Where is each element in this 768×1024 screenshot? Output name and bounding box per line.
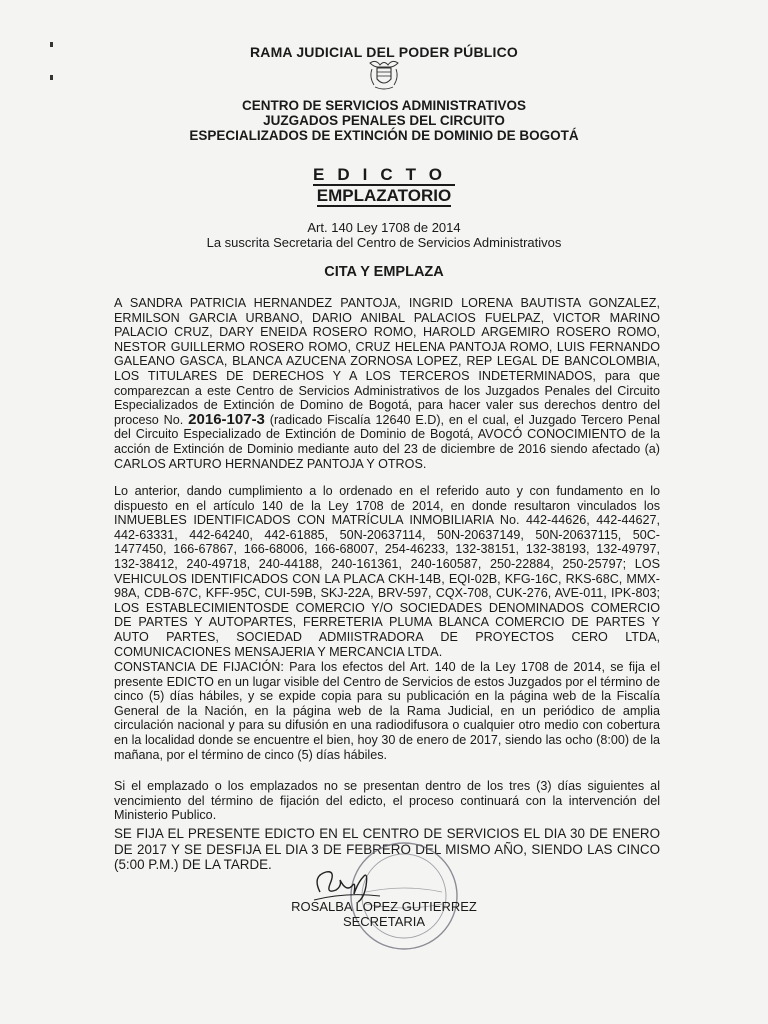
article-reference: Art. 140 Ley 1708 de 2014: [307, 220, 461, 235]
legal-reference: [0, 220, 768, 250]
edicto-label: EDICTO: [313, 165, 455, 184]
courts-name: JUZGADOS PENALES DEL CIRCUITO: [263, 113, 505, 128]
colombia-coat-of-arms-icon: [366, 57, 402, 91]
document-subtitle: [0, 186, 768, 206]
signer-name: ROSALBA LOPEZ GUTIERREZ: [291, 899, 477, 914]
jurisdiction-name: ESPECIALIZADOS DE EXTINCIÓN DE DOMINIO DE BOGOTÁ: [189, 128, 579, 143]
summons-parties: A SANDRA PATRICIA HERNANDEZ PANTOJA, INGRID LORENA BAUTISTA GONZALEZ, ERMILSON GARCIA URBANO, DARIO ANIBAL PALACIOS FUELPAZ, VICTOR MARINO PALACIO CRUZ, DARY ENEIDA ROSERO ROMO, HAROLD ARGEMIRO ROSERO ROMO, NESTOR GUILLERMO ROSERO ROMO, CRUZ HELENA PANTOJA ROMO, LUIS FERNANDO GALEANO GASCA, BLANCA AZUCENA ZORNOSA LOPEZ, REP LEGAL DE BANCOLOMBIA, LOS TITULARES DE DERECHOS Y A LOS TERCEROS INDETERMINADOS, para que comparezcan a este Centro de Servicios Administrativos de los Juzgados Penales del Circuito Especializados de Extinción de Domino de Bogotá, para hacer valer sus derechos dentro del proceso No.: [114, 296, 660, 427]
emplazatorio-label: EMPLAZATORIO: [316, 186, 452, 205]
non-appearance-paragraph: Si el emplazado o los emplazados no se presentan dentro de los tres (3) días siguientes al vencimiento del término de fijación del edicto, el proceso continuará con la intervención del Ministerio Publico.: [114, 779, 660, 823]
institution-title: RAMA JUDICIAL DEL PODER PÚBLICO: [249, 44, 519, 60]
center-header: [0, 98, 768, 143]
signer-role: SECRETARIA: [342, 914, 426, 929]
summons-details: (radicado Fiscalía 12640 E.D), en el cual, el Juzgado Tercero Penal del Circuito Especializado de Extinción de Dominio de Bogotá, AVOCÓ CONOCIMIENTO de la acción de Extinción de Dominio mediante auto del 23 de diciembre de 2016 siendo afectado (a) CARLOS ARTURO HERNANDEZ PANTOJA Y OTROS.: [114, 412, 661, 471]
secretary-intro: La suscrita Secretaria del Centro de Servicios Administrativos: [206, 235, 562, 250]
cita-heading: CITA Y EMPLAZA: [324, 264, 444, 280]
assets-paragraph: Lo anterior, dando cumplimiento a lo ordenado en el referido auto y con fundamento en lo dispuesto en el artículo 140 de la Ley 1708 de 2014, en donde resultaron vinculados los INMUEBLES IDENTIFICADOS CON MATRÍCULA INMOBILIARIA No. 442-44626, 442-44627, 442-63331, 442-64240, 442-61885, 50N-20637114, 50N-20637149, 50N-20637115, 50C-1477450, 166-67867, 166-68006, 166-68007, 254-46233, 132-38151, 132-38193, 132-49797, 132-38412, 240-49718, 240-44188, 240-161361, 240-160587, 250-22884, 250-25797; LOS VEHICULOS IDENTIFICADOS CON LA PLACA CKH-14B, EQI-02B, KFG-16C, RKS-68C, MMX-98A, CDB-67C, KFF-95C, CUI-59B, SKJ-22A, BRV-597, CQX-708, CUK-276, AVE-011, IPK-803; LOS ESTABLECIMIENTOSDE COMERCIO Y/O SOCIEDADES DENOMINADOS COMERCIO DE PARTES Y AUTOPARTES, FERRETERIA PLUMA BLANCA COMERCIO DE PARTES Y AUTO PARTES, SOCIEDAD ADMIISTRADORA DE PROYECTOS CERO LTDA, COMUNICACIONES MENSAJERIA Y MERCANCIA LTDA.: [114, 484, 660, 659]
posting-dates-paragraph: SE FIJA EL PRESENTE EDICTO EN EL CENTRO DE SERVICIOS EL DIA 30 DE ENERO DE 2017 Y SE DESFIJA EL DIA 3 DE FEBRERO DEL MISMO AÑO, SIENDO LAS CINCO (5:00 P.M.) DE LA TARDE.: [114, 826, 660, 872]
scan-mark: [50, 75, 53, 80]
posting-record-paragraph: CONSTANCIA DE FIJACIÓN: Para los efectos del Art. 140 de la Ley 1708 de 2014, se fija el presente EDICTO en un lugar visible del Centro de Servicios de estos Juzgados por el término de cinco (5) días hábiles, y se expide copia para su publicación en la página web de la Fiscalía General de la Nación, en la página web de la Rama Judicial, en un periódico de amplia circulación nacional y para su difusión en una radiodifusora o cualquier otro medio con cobertura en la localidad donde se encuentre el bien, hoy 30 de enero de 2017, siendo las ocho (8:00) de la mañana, por el término de cinco (5) días hábiles.: [114, 660, 660, 762]
document-title: [0, 165, 768, 185]
summons-paragraph: [114, 296, 660, 471]
case-number: 2016-107-3: [188, 410, 265, 428]
center-name: CENTRO DE SERVICIOS ADMINISTRATIVOS: [241, 98, 527, 113]
signature-block: [0, 899, 768, 929]
